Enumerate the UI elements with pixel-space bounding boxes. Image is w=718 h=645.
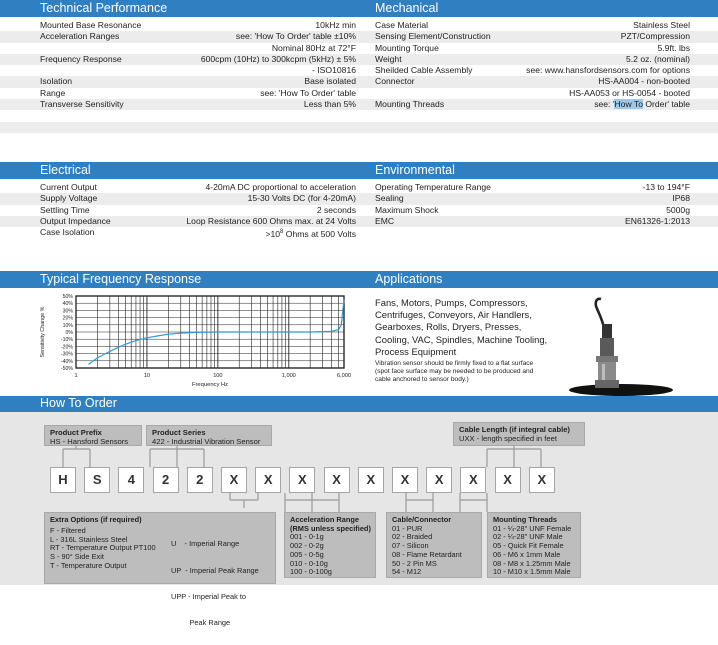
right-spec-label: Sheilded Cable Assembly — [375, 65, 473, 76]
y-tick-label: 0% — [65, 330, 73, 336]
right-spec-value: HS-AA004 - non-booted — [598, 76, 690, 87]
order-code-char: X — [460, 467, 486, 493]
order-code-char: X — [426, 467, 452, 493]
right-spec-label: Sealing — [375, 193, 404, 204]
order-code-char: 4 — [118, 467, 144, 493]
product-prefix-text: HS - Hansford Sensors — [50, 437, 129, 447]
environmental-title: Environmental — [375, 163, 455, 177]
mounting-threads-title: Mounting Threads — [493, 515, 558, 524]
order-code-char: X — [358, 467, 384, 493]
acceleration-range-title: Acceleration Range — [290, 515, 360, 524]
extra-option: RT - Temperature Output PT100 — [50, 543, 156, 553]
left-spec-value: $>10^8$ Ohms at 500 Volts — [265, 229, 356, 240]
thread-option: 08 - M8 x 1.25mm Male — [493, 558, 571, 568]
left-spec-label: Frequency Response — [40, 53, 122, 64]
connector-option: 02 - Braided — [392, 532, 433, 542]
acceleration-option: 100 - 0-100g — [290, 567, 332, 577]
note-line: Vibration sensor should be firmly fixed to a flat surface — [375, 360, 534, 367]
extra-option: UPP - Imperial Peak to — [171, 591, 247, 601]
note-line: (spot face surface may be needed to be produced and — [375, 368, 534, 376]
right-spec-label: Operating Temperature Range — [375, 182, 491, 192]
order-code-char: H — [50, 467, 76, 493]
right-spec-value: HS-AA053 or HS-0054 - booted — [569, 87, 690, 98]
left-spec-value: Loop Resistance 600 Ohms max. at 24 Volts — [186, 215, 356, 226]
extra-options-box — [44, 512, 276, 627]
left-spec-label: Transverse Sensitivity — [40, 99, 124, 110]
acceleration-option: 002 - 0-2g — [290, 541, 324, 551]
order-code-char: X — [529, 467, 555, 493]
right-spec-label: Weight — [375, 53, 402, 64]
applications-line: Gearboxes, Rolls, Dryers, Presses, — [375, 321, 522, 333]
order-code-char: X — [324, 467, 350, 493]
left-spec-value: 4-20mA DC proportional to acceleration — [205, 182, 356, 192]
right-spec-label: Sensing Element/Construction — [375, 31, 491, 42]
x-tick-label: 1 — [74, 373, 78, 379]
left-spec-label: Case Isolation — [40, 227, 95, 238]
right-spec-label: Mounting Torque — [375, 42, 439, 53]
y-tick-label: 50% — [62, 294, 73, 300]
extra-option: Peak Range — [171, 617, 231, 627]
left-spec-label: Acceleration Ranges — [40, 31, 120, 42]
left-spec-value: - ISO10816 — [312, 65, 356, 76]
left-spec-label: Settling Time — [40, 204, 90, 215]
product-series-text: 422 - Industrial Vibration Sensor — [152, 437, 261, 447]
order-code-char: X — [392, 467, 418, 493]
acceleration-option: 005 - 0-5g — [290, 549, 324, 559]
order-code-char: 2 — [187, 467, 213, 493]
cable-length-text: UXX - length specified in feet — [459, 434, 557, 444]
left-spec-value: see: 'How To Order' table — [260, 87, 356, 98]
product-prefix-box — [44, 425, 142, 446]
left-spec-value: 15-30 Volts DC (for 4-20mA) — [247, 193, 356, 204]
right-spec-value: Stainless Steel — [633, 20, 690, 30]
right-spec-value: -13 to 194°F — [642, 182, 690, 192]
cable-length-box — [453, 422, 585, 446]
acceleration-range-subtitle: (RMS unless specified) — [290, 523, 371, 533]
thread-option: 01 - ¼-28" UNF Female — [493, 523, 572, 533]
mechanical-title: Mechanical — [375, 1, 439, 15]
right-spec-label: Mounting Threads — [375, 99, 445, 110]
y-tick-label: -10% — [60, 337, 73, 344]
extra-option: UP - Imperial Peak Range — [171, 565, 259, 575]
order-code-char: X — [495, 467, 521, 493]
y-tick-label: 10% — [62, 322, 73, 329]
acceleration-option: 001 - 0-1g — [290, 532, 324, 542]
left-spec-value: Nominal 80Hz at 72°F — [271, 42, 356, 53]
acceleration-option: 010 - 0-10g — [290, 558, 328, 568]
applications-line: Centrifuges, Conveyors, Air Handlers, — [375, 309, 532, 321]
connector-option: 08 - Flame Retardant — [392, 549, 462, 559]
order-code-char: X — [289, 467, 315, 493]
cable-connector-box — [386, 512, 482, 578]
right-spec-value: see: 'How To Order' table — [594, 99, 690, 110]
connector-option: 01 - PUR — [392, 523, 423, 533]
left-spec-label: Supply Voltage — [40, 193, 98, 204]
y-tick-label: 40% — [62, 301, 73, 308]
applications-title: Applications — [375, 272, 443, 286]
cable-length-title: Cable Length (if integral cable) — [459, 425, 570, 434]
extra-option: L - 316L Stainless Steel — [50, 534, 128, 544]
extra-option: T - Temperature Output — [50, 560, 127, 570]
right-spec-value: EN61326-1:2013 — [625, 215, 690, 226]
extra-option: U - Imperial Range — [171, 539, 240, 549]
product-series-box — [146, 425, 272, 446]
right-spec-label: EMC — [375, 215, 395, 226]
acceleration-range-box — [284, 512, 376, 578]
y-tick-label: 20% — [62, 315, 73, 322]
order-title: How To Order — [40, 396, 117, 410]
thread-option: 05 - Quick Fit Female — [493, 541, 564, 551]
left-spec-label: Range — [40, 87, 66, 98]
applications-line: Fans, Motors, Pumps, Compressors, — [375, 297, 528, 308]
product-series-title: Product Series — [152, 428, 206, 437]
right-spec-value: 5000g — [666, 204, 690, 215]
x-tick-label: 1,000 — [281, 373, 296, 379]
right-spec-value: PZT/Compression — [620, 31, 690, 42]
order-code-char: 2 — [153, 467, 179, 493]
right-spec-label: Case Material — [375, 20, 429, 30]
extra-options-title: Extra Options (if required) — [50, 515, 142, 524]
electrical-title: Electrical — [40, 163, 91, 177]
extra-option: S - 90° Side Exit — [50, 552, 104, 562]
right-spec-value: 5.9ft. lbs — [657, 42, 690, 53]
left-spec-value: 600cpm (10Hz) to 300kcpm (5kHz) ± 5% — [200, 53, 356, 64]
extra-option: F - Filtered — [50, 526, 86, 535]
technical-title: Technical Performance — [40, 1, 168, 15]
left-spec-label: Current Output — [40, 182, 97, 192]
product-prefix-title: Product Prefix — [50, 428, 102, 437]
frequency-title: Typical Frequency Response — [40, 272, 202, 286]
order-code-char: X — [221, 467, 247, 493]
connector-option: 54 - M12 — [392, 567, 422, 577]
right-spec-label: Connector — [375, 76, 415, 87]
cable-connector-title: Cable/Connector — [392, 515, 452, 524]
y-tick-label: 30% — [62, 308, 73, 315]
x-tick-label: 6,000 — [337, 373, 351, 379]
thread-option: 06 - M6 x 1mm Male — [493, 549, 561, 559]
note-line: cable anchored to sensor body.) — [375, 376, 469, 384]
y-tick-label: -50% — [60, 366, 73, 372]
order-code-char: X — [255, 467, 281, 493]
y-axis-label: Sensitivity Change % — [40, 306, 46, 358]
left-spec-value: Less than 5% — [303, 99, 356, 110]
left-spec-label: Mounted Base Resonance — [40, 20, 142, 30]
left-spec-value: 2 seconds — [316, 204, 356, 215]
left-spec-value: Base isolated — [304, 76, 356, 87]
applications-line: Cooling, VAC, Spindles, Machine Tooling, — [375, 333, 548, 345]
left-spec-value: see: 'How To Order' table ±10% — [235, 31, 356, 42]
y-tick-label: -30% — [60, 351, 73, 358]
right-spec-value: see: www.hansfordsensors.com for options — [526, 65, 690, 76]
y-tick-label: -20% — [60, 344, 73, 351]
highlighted-text: How To — [614, 99, 643, 110]
right-spec-label: Maximum Shock — [375, 204, 439, 215]
connector-option: 07 - Silicon — [392, 541, 429, 551]
right-spec-value: IP68 — [672, 193, 690, 204]
left-spec-label: Isolation — [40, 76, 73, 87]
order-code-char: S — [84, 467, 110, 493]
connector-option: 50 - 2 Pin MS — [392, 558, 437, 568]
thread-option: 02 - ¼-28" UNF Male — [493, 532, 563, 542]
right-spec-value: 5.2 oz. (nominal) — [625, 53, 690, 64]
x-axis-label: Frequency Hz — [191, 382, 229, 388]
x-tick-label: 100 — [213, 373, 223, 379]
mounting-threads-box — [487, 512, 581, 578]
left-spec-value: 10kHz min — [315, 20, 356, 30]
applications-line: Process Equipment — [375, 345, 457, 357]
left-spec-label: Output Impedance — [40, 215, 111, 226]
x-tick-label: 10 — [143, 373, 151, 379]
y-tick-label: -40% — [60, 358, 73, 365]
thread-option: 10 - M10 x 1.5mm Male — [493, 567, 571, 577]
